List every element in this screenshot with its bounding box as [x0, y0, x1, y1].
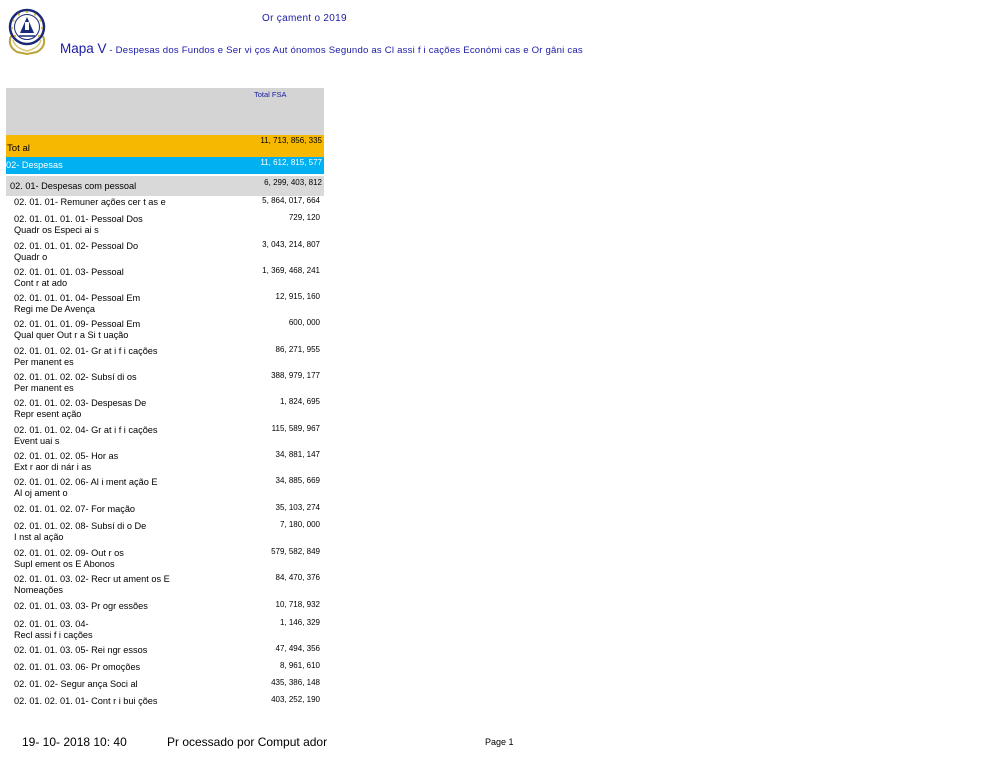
- row-label: 02. 01. 01. 01. 09- Pessoal Em: [14, 319, 141, 329]
- row-label: 02. 01. 01. 01. 04- Pessoal Em: [14, 293, 141, 303]
- row-value: 12, 915, 160: [275, 292, 320, 301]
- row-label: 02. 01. 01. 02. 01- Gr at i f i cações: [14, 346, 158, 356]
- row-value: 435, 386, 148: [271, 678, 320, 687]
- row-label: 02. 01. 01. 03. 02- Recr ut ament os E: [14, 574, 170, 584]
- section-label: 02- Despesas: [6, 160, 63, 170]
- row-value: 34, 881, 147: [275, 450, 320, 459]
- row-value: 86, 271, 955: [275, 345, 320, 354]
- row-label-continued: Quadr os Especi ai s: [14, 225, 99, 235]
- row-value: 729, 120: [288, 213, 320, 222]
- map-label: Mapa V: [60, 41, 107, 56]
- row-label: 02. 01. 01. 02. 08- Subsí di o De: [14, 521, 147, 531]
- row-label: 02. 01. 01. 02. 06- Al i ment ação E: [14, 477, 158, 487]
- total-label: Tot al: [7, 143, 30, 154]
- row-value: 47, 494, 356: [275, 644, 320, 653]
- column-header: [6, 88, 324, 135]
- row-label: 02. 01. 01. 01. 03- Pessoal: [14, 267, 124, 277]
- row-label: 02. 01. 01. 02. 07- For mação: [14, 504, 136, 514]
- group-value: 6, 299, 403, 812: [264, 178, 322, 187]
- row-label: 02. 01. 01. 02. 02- Subsí di os: [14, 372, 137, 382]
- total-row: [6, 135, 324, 157]
- row-value: 115, 589, 967: [271, 424, 320, 433]
- row-label: 02. 01. 01- Remuner ações cer t as e: [14, 197, 166, 207]
- row-label-continued: Per manent es: [14, 383, 74, 393]
- row-value: 600, 000: [288, 318, 320, 327]
- budget-title: Or çament o 2019: [262, 13, 347, 24]
- row-label: 02. 01. 01. 01. 02- Pessoal Do: [14, 241, 139, 251]
- row-value: 579, 582, 849: [271, 547, 320, 556]
- row-value: 5, 864, 017, 664: [262, 196, 320, 205]
- row-value: 34, 885, 669: [275, 476, 320, 485]
- row-label: 02. 01. 01. 01. 01- Pessoal Dos: [14, 214, 143, 224]
- row-value: 3, 043, 214, 807: [262, 240, 320, 249]
- row-value: 1, 146, 329: [279, 618, 320, 627]
- row-label-continued: Supl ement os E Abonos: [14, 559, 115, 569]
- footer-page-number: Page 1: [485, 737, 514, 747]
- row-label: 02. 01. 01. 02. 05- Hor as: [14, 451, 119, 461]
- row-label: 02. 01. 01. 02. 03- Despesas De: [14, 398, 147, 408]
- section-row: [6, 157, 324, 174]
- row-label: 02. 01. 02. 01. 01- Cont r i bui ções: [14, 696, 158, 706]
- map-subtitle: - Despesas dos Fundos e Ser vi ços Aut ónomos Segundo as Cl assi f i cações Económi cas e Or gâni cas: [106, 45, 583, 56]
- row-value: 388, 979, 177: [271, 371, 320, 380]
- row-label-continued: Cont r at ado: [14, 278, 68, 288]
- footer-datetime: 19- 10- 2018 10: 40: [22, 735, 127, 749]
- row-label-continued: Quadr o: [14, 252, 48, 262]
- row-label: 02. 01. 02- Segur ança Soci al: [14, 679, 138, 689]
- coat-of-arms-emblem: [5, 6, 49, 56]
- row-value: 403, 252, 190: [271, 695, 320, 704]
- row-label: 02. 01. 01. 02. 09- Out r os: [14, 548, 124, 558]
- row-label-continued: Nomeações: [14, 585, 64, 595]
- row-value: 8, 961, 610: [279, 661, 320, 670]
- column-header-label: Total FSA: [254, 90, 287, 99]
- row-label-continued: Event uai s: [14, 436, 60, 446]
- row-label: 02. 01. 01. 03. 06- Pr omoções: [14, 662, 141, 672]
- expense-table: [6, 88, 324, 196]
- row-value: 35, 103, 274: [275, 503, 320, 512]
- row-value: 7, 180, 000: [279, 520, 320, 529]
- section-value: 11, 612, 815, 577: [260, 158, 322, 167]
- row-label: 02. 01. 01. 03. 05- Rei ngr essos: [14, 645, 148, 655]
- row-label-continued: I nst al ação: [14, 532, 64, 542]
- row-value: 1, 369, 468, 241: [262, 266, 320, 275]
- group-row: [6, 176, 324, 196]
- row-label: 02. 01. 01. 02. 04- Gr at i f i cações: [14, 425, 158, 435]
- row-value: 10, 718, 932: [275, 600, 320, 609]
- row-value: 1, 824, 695: [279, 397, 320, 406]
- row-label: 02. 01. 01. 03. 03- Pr ogr essões: [14, 601, 148, 611]
- row-label-continued: Recl assi f i cações: [14, 630, 93, 640]
- map-title: [60, 40, 583, 58]
- row-label-continued: Qual quer Out r a Si t uação: [14, 330, 129, 340]
- row-label-continued: Repr esent ação: [14, 409, 82, 419]
- row-label-continued: Al oj ament o: [14, 488, 68, 498]
- row-value: 84, 470, 376: [275, 573, 320, 582]
- row-label-continued: Per manent es: [14, 357, 74, 367]
- row-label-continued: Regi me De Avença: [14, 304, 96, 314]
- total-value: 11, 713, 856, 335: [260, 136, 322, 145]
- row-label: 02. 01. 01. 03. 04-: [14, 619, 89, 629]
- footer-processed-by: Pr ocessado por Comput ador: [167, 735, 328, 749]
- row-label-continued: Ext r aor di nár i as: [14, 462, 92, 472]
- group-label: 02. 01- Despesas com pessoal: [10, 181, 137, 191]
